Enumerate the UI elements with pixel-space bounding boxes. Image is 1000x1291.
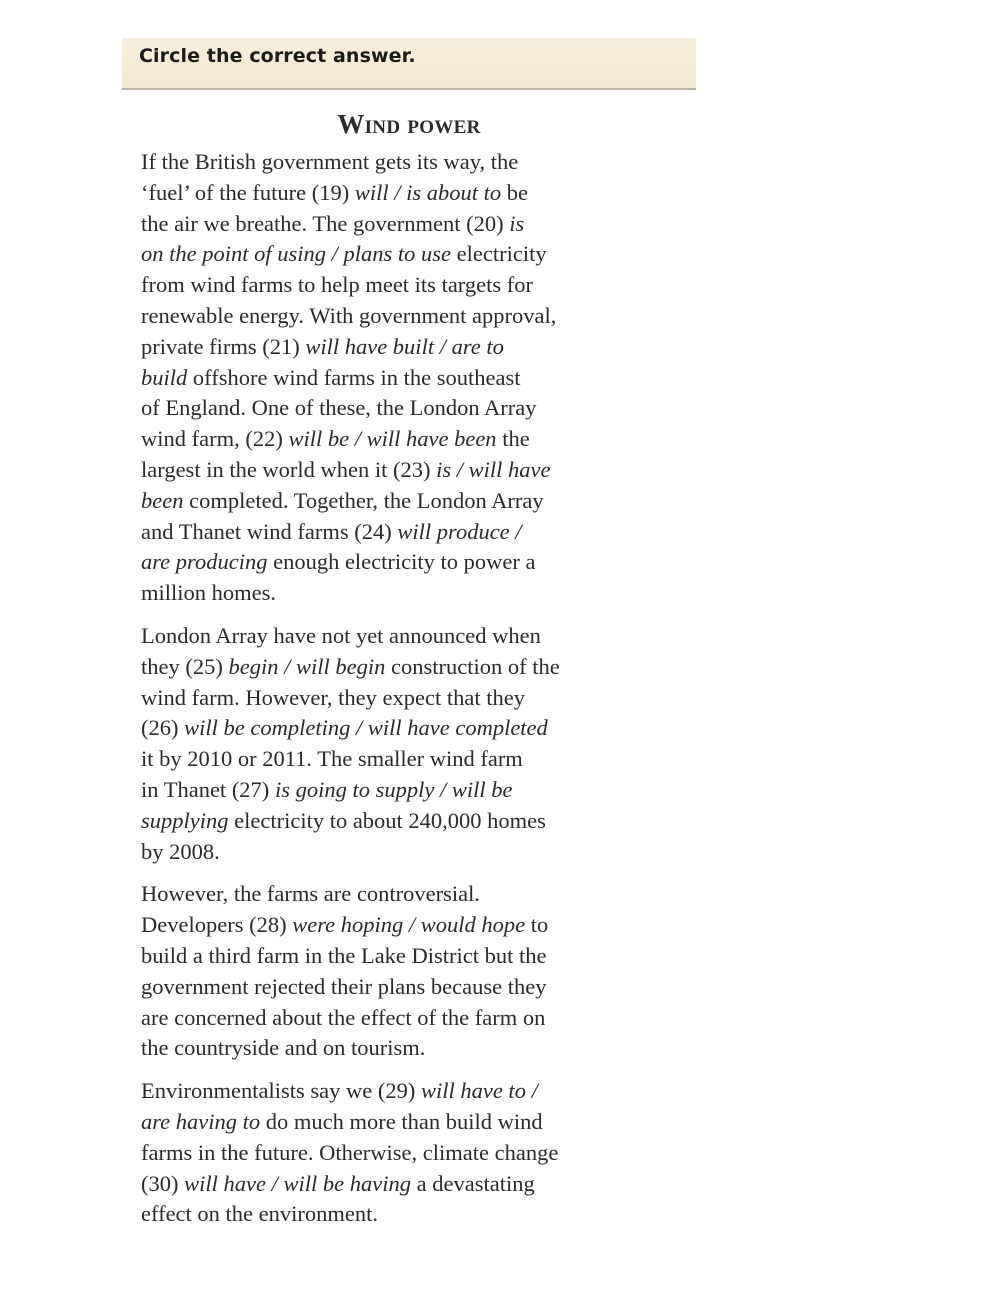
- text-line: [141, 1076, 701, 1107]
- answer-options: build: [141, 364, 188, 390]
- text-segment: they (25): [141, 653, 229, 679]
- article-title: Wind power: [337, 109, 481, 139]
- text-segment: ‘fuel’ of the future (19): [141, 179, 355, 205]
- text-segment: (30): [141, 1170, 185, 1196]
- text-line: [141, 517, 701, 548]
- text-segment: in Thanet (27): [141, 776, 275, 802]
- answer-options: on the point of using / plans to use: [141, 241, 452, 267]
- text-line: [141, 578, 701, 609]
- article-body: [141, 147, 701, 1230]
- answer-options: will produce /: [397, 518, 522, 544]
- text-line: [141, 393, 701, 424]
- text-segment: do much more than build wind: [260, 1108, 543, 1134]
- answer-options: is: [509, 210, 525, 236]
- text-line: [141, 1033, 701, 1064]
- text-segment: the countryside and on tourism.: [141, 1035, 426, 1061]
- text-segment: are concerned about the effect of the farm on: [141, 1004, 546, 1030]
- instruction-text: Circle the correct answer.: [139, 45, 416, 67]
- text-line: [141, 178, 701, 209]
- answer-options: will / is about to: [354, 179, 502, 205]
- text-line: [141, 941, 701, 972]
- text-segment: (26): [141, 715, 185, 741]
- text-segment: private firms (21): [141, 333, 306, 359]
- text-segment: farms in the future. Otherwise, climate change: [141, 1139, 559, 1165]
- text-line: [141, 455, 701, 486]
- answer-options: been: [141, 487, 184, 513]
- text-segment: renewable energy. With government approval,: [141, 302, 557, 328]
- text-line: [141, 424, 701, 455]
- answer-options: were hoping / would hope: [292, 912, 526, 938]
- text-line: [141, 972, 701, 1003]
- text-segment: be: [501, 179, 529, 205]
- text-line: [141, 486, 701, 517]
- paragraph: [141, 621, 701, 867]
- text-line: [141, 270, 701, 301]
- text-line: [141, 683, 701, 714]
- text-line: [141, 1003, 701, 1034]
- paragraph: [141, 147, 701, 609]
- answer-options: will be completing / will have completed: [184, 715, 548, 741]
- text-line: [141, 1199, 701, 1230]
- text-segment: construction of the: [385, 653, 560, 679]
- text-segment: by 2008.: [141, 838, 220, 864]
- text-segment: build a third farm in the Lake District but the: [141, 942, 547, 968]
- text-segment: million homes.: [141, 580, 276, 606]
- answer-options: is going to supply / will be: [274, 776, 513, 802]
- text-segment: If the British government gets its way, the: [141, 149, 519, 174]
- paragraph: [141, 1076, 701, 1230]
- text-segment: to: [525, 912, 549, 938]
- text-line: [141, 652, 701, 683]
- text-line: [141, 775, 701, 806]
- text-segment: government rejected their plans because they: [141, 973, 547, 999]
- text-line: [141, 209, 701, 240]
- text-line: [141, 1107, 701, 1138]
- text-segment: Environmentalists say we (29): [141, 1078, 421, 1104]
- answer-options: is / will have: [436, 456, 551, 482]
- text-segment: enough electricity to power a: [267, 549, 536, 575]
- text-segment: a devastating: [410, 1170, 535, 1196]
- text-line: [141, 332, 701, 363]
- text-segment: wind farm. However, they expect that they: [141, 684, 525, 710]
- text-segment: of England. One of these, the London Array: [141, 395, 537, 421]
- text-segment: electricity to about 240,000 homes: [228, 807, 546, 833]
- text-segment: largest in the world when it (23): [141, 456, 437, 482]
- text-segment: it by 2010 or 2011. The smaller wind farm: [141, 746, 523, 772]
- text-segment: offshore wind farms in the southeast: [187, 364, 521, 390]
- instruction-banner: [122, 38, 696, 90]
- text-line: [141, 547, 701, 578]
- text-line: [141, 910, 701, 941]
- text-segment: However, the farms are controversial.: [141, 881, 480, 907]
- text-line: [141, 806, 701, 837]
- text-line: [141, 744, 701, 775]
- answer-options: begin / will begin: [228, 653, 386, 679]
- text-segment: effect on the environment.: [141, 1201, 378, 1227]
- text-line: [141, 1138, 701, 1169]
- answer-options: supplying: [141, 807, 229, 833]
- text-segment: electricity: [451, 241, 547, 267]
- text-segment: and Thanet wind farms (24): [141, 518, 398, 544]
- text-line: [141, 239, 701, 270]
- paragraph: [141, 879, 701, 1064]
- text-segment: Developers (28): [141, 912, 293, 938]
- answer-options: will have / will be having: [184, 1170, 411, 1196]
- text-segment: London Array have not yet announced when: [141, 622, 541, 648]
- text-segment: wind farm, (22): [141, 426, 289, 452]
- text-segment: the: [496, 426, 530, 452]
- text-line: [141, 301, 701, 332]
- answer-options: will have to /: [420, 1078, 538, 1104]
- answer-options: will have built / are to: [305, 333, 504, 359]
- text-line: [141, 837, 701, 868]
- answer-options: will be / will have been: [288, 426, 497, 452]
- text-line: [141, 879, 701, 910]
- text-line: [141, 147, 701, 178]
- answer-options: are producing: [141, 549, 268, 575]
- text-segment: completed. Together, the London Array: [183, 487, 544, 513]
- text-line: [141, 363, 701, 394]
- text-line: [141, 1169, 701, 1200]
- answer-options: are having to: [141, 1108, 261, 1134]
- text-segment: the air we breathe. The government (20): [141, 210, 510, 236]
- text-line: [141, 713, 701, 744]
- text-segment: from wind farms to help meet its targets for: [141, 272, 533, 298]
- text-line: [141, 621, 701, 652]
